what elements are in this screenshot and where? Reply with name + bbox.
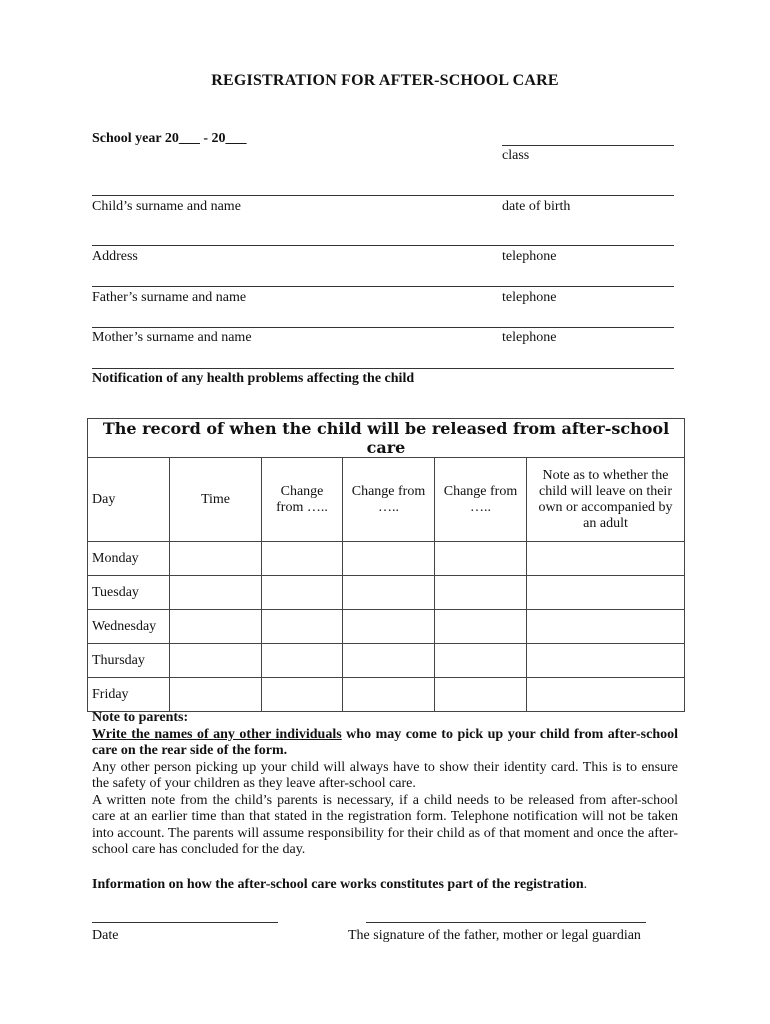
mother-name-label: Mother’s surname and name xyxy=(92,330,252,345)
change-cell[interactable] xyxy=(435,610,527,644)
change-cell[interactable] xyxy=(262,644,343,678)
date-of-birth-label: date of birth xyxy=(502,199,571,214)
day-monday: Monday xyxy=(88,542,170,576)
column-change-3: Change from ….. xyxy=(435,458,527,542)
change-cell[interactable] xyxy=(262,542,343,576)
change-cell[interactable] xyxy=(262,678,343,712)
mother-telephone-label: telephone xyxy=(502,330,557,345)
notes-paragraph-1: Any other person picking up your child will always have to show their identity card. This is to ensure the safety of your children as they leave after-school care. xyxy=(92,759,678,791)
notes-paragraph-2: A written note from the child’s parents is necessary, if a child needs to be released from after-school care at an earlier time than that stated in the registration form. Telephone notification will not be taken into account. The parents will assume responsibility for their child as of that moment and once the after-school care has concluded for the day. xyxy=(92,792,678,857)
day-thursday: Thursday xyxy=(88,644,170,678)
table-row xyxy=(88,542,685,576)
change-cell[interactable] xyxy=(343,542,435,576)
notes-underlined: Write the names of any other individuals xyxy=(92,726,342,742)
info-line xyxy=(92,877,587,893)
table-row xyxy=(88,678,685,712)
notes-instruction-rest: who may come to pick up your child from after-school care on the rear side of the form. xyxy=(92,726,678,758)
school-year-label: School year 20___ - 20___ xyxy=(92,131,247,146)
notes-section xyxy=(92,710,678,859)
time-cell[interactable] xyxy=(170,644,262,678)
day-friday: Friday xyxy=(88,678,170,712)
table-row xyxy=(88,610,685,644)
father-name-label: Father’s surname and name xyxy=(92,290,247,305)
info-period: . xyxy=(583,877,588,892)
signature-label: The signature of the father, mother or legal guardian xyxy=(348,928,641,943)
column-day: Day xyxy=(88,458,170,542)
day-tuesday: Tuesday xyxy=(88,576,170,610)
column-note: Note as to whether the child will leave on their own or accompanied by an adult xyxy=(527,458,685,542)
notes-heading: Note to parents: xyxy=(92,710,189,725)
address-field-line[interactable] xyxy=(92,245,674,246)
column-time: Time xyxy=(170,458,262,542)
note-cell[interactable] xyxy=(527,542,685,576)
change-cell[interactable] xyxy=(343,610,435,644)
change-cell[interactable] xyxy=(343,576,435,610)
change-cell[interactable] xyxy=(343,678,435,712)
health-field-line[interactable] xyxy=(92,368,674,369)
child-name-label: Child’s surname and name xyxy=(92,199,241,214)
signature-field-line[interactable] xyxy=(366,922,646,923)
info-text: Information on how the after-school care works constitutes part of the registration xyxy=(92,877,584,892)
time-cell[interactable] xyxy=(170,542,262,576)
column-change-2: Change from ….. xyxy=(343,458,435,542)
date-label: Date xyxy=(92,928,119,943)
note-cell[interactable] xyxy=(527,576,685,610)
change-cell[interactable] xyxy=(262,576,343,610)
class-label: class xyxy=(502,148,530,163)
note-cell[interactable] xyxy=(527,644,685,678)
date-field-line[interactable] xyxy=(92,922,278,923)
time-cell[interactable] xyxy=(170,610,262,644)
address-label: Address xyxy=(92,249,138,264)
day-wednesday: Wednesday xyxy=(88,610,170,644)
note-cell[interactable] xyxy=(527,678,685,712)
time-cell[interactable] xyxy=(170,678,262,712)
change-cell[interactable] xyxy=(435,644,527,678)
health-label: Notification of any health problems affecting the child xyxy=(92,371,415,386)
father-name-field-line[interactable] xyxy=(92,286,674,287)
child-name-field-line[interactable] xyxy=(92,195,674,196)
change-cell[interactable] xyxy=(262,610,343,644)
time-cell[interactable] xyxy=(170,576,262,610)
table-row xyxy=(88,644,685,678)
mother-name-field-line[interactable] xyxy=(92,327,674,328)
notes-instruction xyxy=(92,727,678,760)
table-row xyxy=(88,576,685,610)
record-table-title: The record of when the child will be released from after-school care xyxy=(88,419,685,458)
change-cell[interactable] xyxy=(435,542,527,576)
change-cell[interactable] xyxy=(435,576,527,610)
column-change-1: Change from ….. xyxy=(262,458,343,542)
note-cell[interactable] xyxy=(527,610,685,644)
release-record-table xyxy=(87,418,685,712)
form-title: REGISTRATION FOR AFTER-SCHOOL CARE xyxy=(211,72,559,89)
address-telephone-label: telephone xyxy=(502,249,557,264)
father-telephone-label: telephone xyxy=(502,290,557,305)
class-field-line[interactable] xyxy=(502,145,674,146)
change-cell[interactable] xyxy=(435,678,527,712)
change-cell[interactable] xyxy=(343,644,435,678)
